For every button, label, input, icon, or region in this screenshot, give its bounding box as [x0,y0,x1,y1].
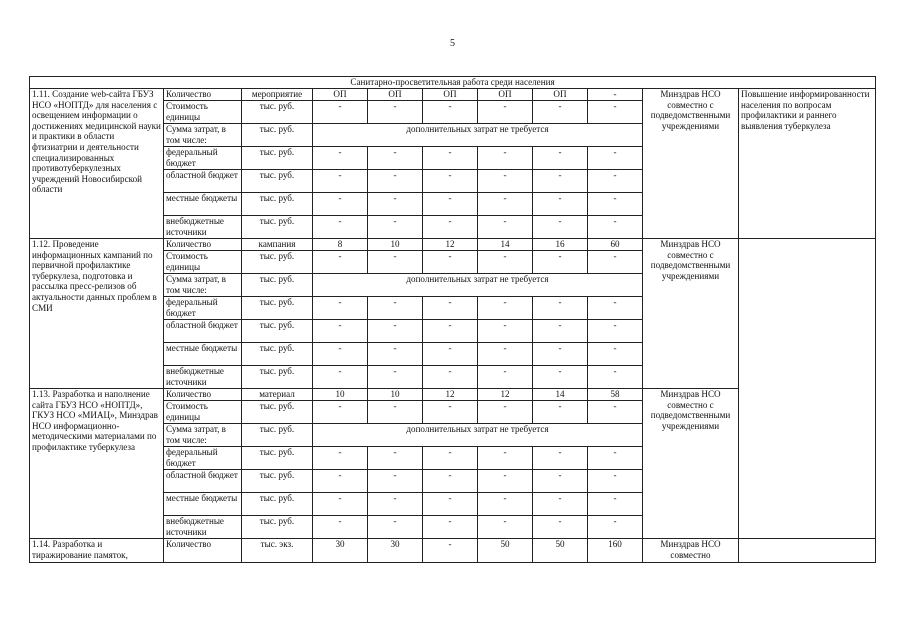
value-cell: - [313,147,368,170]
section-row [30,77,876,89]
value-cell: - [423,251,478,274]
value-cell: - [478,101,533,124]
value-cell: - [533,193,588,216]
value-cell: - [368,170,423,193]
value-cell: - [423,170,478,193]
value-cell: - [368,470,423,493]
unit-cell: кампания [242,239,313,251]
value-cell: - [533,216,588,239]
expected-result [739,239,876,539]
row-label: областной бюджет [164,170,242,193]
row-label: местные бюджеты [164,193,242,216]
value-cell: - [533,366,588,389]
row-label: Количество [164,239,242,251]
value-cell: - [533,343,588,366]
value-cell: - [533,493,588,516]
row-label: внебюджетные источники [164,366,242,389]
value-cell: - [368,216,423,239]
value-cell: - [368,493,423,516]
value-cell: - [368,366,423,389]
unit-cell: тыс. экз. [242,539,313,563]
table-row [30,89,876,101]
table-row [30,539,876,563]
table-row [30,239,876,251]
value-cell: - [368,147,423,170]
value-cell: - [423,470,478,493]
value-cell: - [588,147,643,170]
value-cell: - [588,320,643,343]
value-cell: - [423,401,478,424]
value-cell: - [313,170,368,193]
value-cell: - [478,401,533,424]
value-cell: - [368,401,423,424]
row-label: федеральный бюджет [164,447,242,470]
row-label: местные бюджеты [164,493,242,516]
value-cell: - [533,470,588,493]
value-cell: - [588,516,643,539]
value-cell: - [368,193,423,216]
row-label: внебюджетные источники [164,516,242,539]
value-cell: - [478,320,533,343]
value-cell: - [478,193,533,216]
value-cell: - [478,216,533,239]
value-cell: 12 [478,389,533,401]
value-cell: - [588,193,643,216]
row-label: федеральный бюджет [164,147,242,170]
row-label: Количество [164,89,242,101]
value-cell: - [588,251,643,274]
value-cell: 50 [533,539,588,563]
value-cell: - [588,470,643,493]
no-extra-cost-note: дополнительных затрат не требуется [313,274,643,297]
value-cell: - [423,343,478,366]
row-label: федеральный бюджет [164,297,242,320]
value-cell: - [313,343,368,366]
value-cell: - [533,297,588,320]
row-label: Количество [164,389,242,401]
value-cell: 12 [423,239,478,251]
measure-description: 1.14. Разработка и тиражирование памяток, [30,539,164,563]
value-cell: ОП [368,89,423,101]
row-label: Стоимость единицы [164,101,242,124]
section-title: Санитарно-просветительная работа среди населения [30,77,876,89]
value-cell: - [533,147,588,170]
value-cell: - [588,170,643,193]
value-cell: - [588,101,643,124]
value-cell: - [423,147,478,170]
value-cell: - [478,251,533,274]
value-cell: - [588,493,643,516]
value-cell: - [423,193,478,216]
value-cell: - [313,193,368,216]
value-cell: - [368,251,423,274]
value-cell: - [423,447,478,470]
value-cell: 60 [588,239,643,251]
value-cell: - [533,251,588,274]
value-cell: 10 [368,389,423,401]
value-cell: 14 [478,239,533,251]
measure-description: 1.13. Разработка и наполнение сайта ГБУЗ НСО «НОПТД», ГКУЗ НСО «МИАЦ», Минздрав НСО информационно-методическими материалами по профилактике туберкулеза [30,389,164,539]
value-cell: - [368,516,423,539]
value-cell: - [478,366,533,389]
value-cell: - [313,516,368,539]
value-cell: - [313,251,368,274]
value-cell: - [313,493,368,516]
value-cell: 30 [313,539,368,563]
unit-cell: тыс. руб. [242,170,313,193]
value-cell: - [423,516,478,539]
value-cell: - [478,343,533,366]
no-extra-cost-note: дополнительных затрат не требуется [313,424,643,447]
unit-cell: тыс. руб. [242,343,313,366]
value-cell: - [478,470,533,493]
expected-result [739,539,876,563]
value-cell: - [423,297,478,320]
value-cell: - [588,366,643,389]
value-cell: - [478,297,533,320]
unit-cell: тыс. руб. [242,516,313,539]
unit-cell: тыс. руб. [242,320,313,343]
value-cell: ОП [478,89,533,101]
value-cell: - [368,101,423,124]
unit-cell: тыс. руб. [242,147,313,170]
row-label: Стоимость единицы [164,401,242,424]
value-cell: - [423,320,478,343]
responsible-executor: Минздрав НСО совместно с подведомственными учреждениями [643,89,739,239]
unit-cell: тыс. руб. [242,447,313,470]
responsible-executor: Минздрав НСО совместно с подведомственными учреждениями [643,239,739,389]
row-label: областной бюджет [164,320,242,343]
value-cell: - [533,447,588,470]
unit-cell: тыс. руб. [242,124,313,147]
program-table [29,76,876,563]
unit-cell: тыс. руб. [242,297,313,320]
row-label: Количество [164,539,242,563]
value-cell: - [313,401,368,424]
no-extra-cost-note: дополнительных затрат не требуется [313,124,643,147]
value-cell: - [533,516,588,539]
unit-cell: тыс. руб. [242,366,313,389]
value-cell: - [368,447,423,470]
value-cell: - [423,366,478,389]
value-cell: - [478,447,533,470]
responsible-executor: Минздрав НСО совместно [643,539,739,563]
value-cell: - [478,493,533,516]
value-cell: - [313,366,368,389]
value-cell: - [423,493,478,516]
value-cell: - [588,89,643,101]
row-label: внебюджетные источники [164,216,242,239]
unit-cell: тыс. руб. [242,493,313,516]
unit-cell: тыс. руб. [242,193,313,216]
value-cell: - [588,447,643,470]
value-cell: - [533,101,588,124]
value-cell: - [423,216,478,239]
value-cell: - [368,320,423,343]
value-cell: - [533,320,588,343]
unit-cell: тыс. руб. [242,401,313,424]
value-cell: 30 [368,539,423,563]
unit-cell: материал [242,389,313,401]
value-cell: 8 [313,239,368,251]
expected-result: Повышение информированности населения по вопросам профилактики и раннего выявления туберкулеза [739,89,876,239]
row-label: Сумма затрат, в том числе: [164,424,242,447]
value-cell: 58 [588,389,643,401]
page-number: 5 [450,38,455,49]
unit-cell: тыс. руб. [242,251,313,274]
unit-cell: тыс. руб. [242,216,313,239]
value-cell: - [478,516,533,539]
value-cell: 50 [478,539,533,563]
value-cell: - [588,343,643,366]
value-cell: - [313,320,368,343]
unit-cell: тыс. руб. [242,424,313,447]
value-cell: 12 [423,389,478,401]
row-label: областной бюджет [164,470,242,493]
value-cell: - [313,470,368,493]
responsible-executor: Минздрав НСО совместно с подведомственными учреждениями [643,389,739,539]
value-cell: - [478,170,533,193]
unit-cell: мероприятие [242,89,313,101]
value-cell: - [423,101,478,124]
unit-cell: тыс. руб. [242,274,313,297]
value-cell: - [588,297,643,320]
row-label: Стоимость единицы [164,251,242,274]
value-cell: 16 [533,239,588,251]
measure-description: 1.12. Проведение информационных кампаний по первичной профилактике туберкулеза, подготовка и рассылка пресс-релизов об актуальности данных проблем в СМИ [30,239,164,389]
value-cell: - [533,401,588,424]
value-cell: ОП [533,89,588,101]
value-cell: - [533,170,588,193]
unit-cell: тыс. руб. [242,101,313,124]
value-cell: 160 [588,539,643,563]
value-cell: 10 [368,239,423,251]
value-cell: - [368,297,423,320]
value-cell: ОП [313,89,368,101]
unit-cell: тыс. руб. [242,470,313,493]
value-cell: 14 [533,389,588,401]
value-cell: - [313,297,368,320]
value-cell: - [313,447,368,470]
row-label: Сумма затрат, в том числе: [164,124,242,147]
value-cell: 10 [313,389,368,401]
value-cell: - [588,401,643,424]
value-cell: - [478,147,533,170]
value-cell: - [368,343,423,366]
value-cell: - [588,216,643,239]
value-cell: - [313,216,368,239]
value-cell: - [313,101,368,124]
value-cell: ОП [423,89,478,101]
value-cell: - [423,539,478,563]
row-label: местные бюджеты [164,343,242,366]
row-label: Сумма затрат, в том числе: [164,274,242,297]
measure-description: 1.11. Создание web-сайта ГБУЗ НСО «НОПТД» для населения с освещением информации о достижениях медицинской науки и практики в области фтизиатрии и деятельности специализированных противотуберкулезных учреждений Новосибирской области [30,89,164,239]
